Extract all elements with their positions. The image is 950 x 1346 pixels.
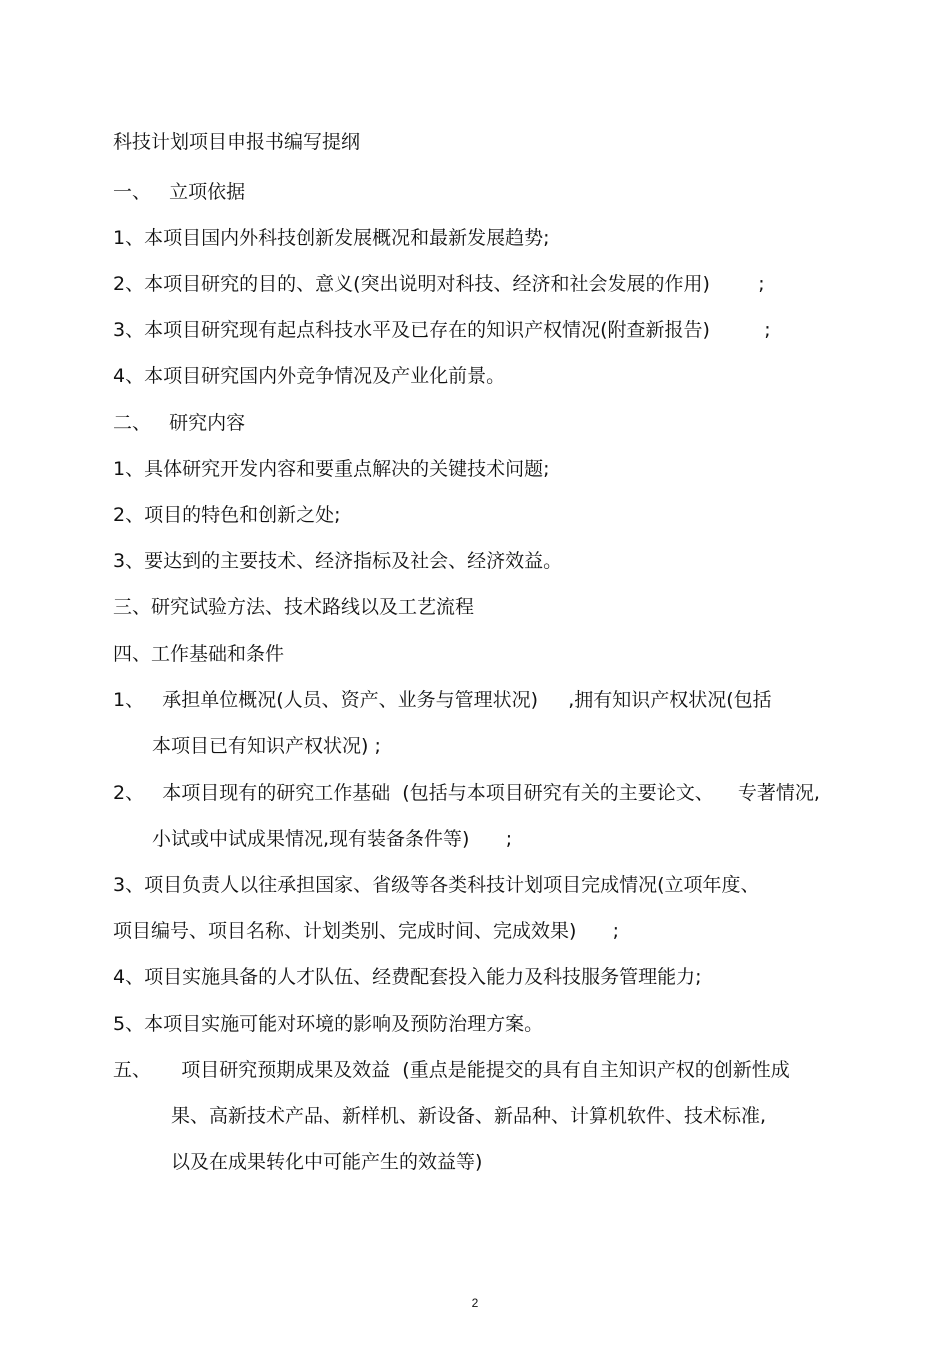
section-2-item-2: 2、项目的特色和创新之处; bbox=[113, 504, 341, 526]
section-5-line-2: 果、高新技术产品、新样机、新设备、新品种、计算机软件、技术标准, bbox=[171, 1105, 767, 1127]
section-1-item-4: 4、本项目研究国内外竞争情况及产业化前景。 bbox=[113, 365, 506, 387]
section-4-item-3-line-2: 项目编号、项目名称、计划类别、完成时间、完成效果) ; bbox=[113, 920, 620, 942]
section-3-heading: 三、研究试验方法、技术路线以及工艺流程 bbox=[113, 596, 475, 618]
document-title: 科技计划项目申报书编写提纲 bbox=[113, 131, 361, 153]
section-1-item-2: 2、本项目研究的目的、意义(突出说明对科技、经济和社会发展的作用) ; bbox=[113, 273, 765, 295]
section-4-item-1-line-1: 1、 承担单位概况(人员、资产、业务与管理状况) ,拥有知识产权状况(包括 bbox=[113, 689, 772, 711]
section-4-heading: 四、工作基础和条件 bbox=[113, 643, 285, 665]
section-5-line-3: 以及在成果转化中可能产生的效益等) bbox=[171, 1151, 483, 1173]
section-1-item-1: 1、本项目国内外科技创新发展概况和最新发展趋势; bbox=[113, 227, 550, 249]
section-4-item-5: 5、本项目实施可能对环境的影响及预防治理方案。 bbox=[113, 1013, 544, 1035]
section-4-item-2-line-1: 2、 本项目现有的研究工作基础 (包括与本项目研究有关的主要论文、 专著情况, bbox=[113, 782, 820, 804]
section-4-item-2-line-2: 小试或中试成果情况,现有装备条件等) ; bbox=[152, 828, 513, 850]
section-2-heading: 二、 研究内容 bbox=[113, 412, 246, 434]
section-4-item-3-line-1: 3、项目负责人以往承担国家、省级等各类科技计划项目完成情况(立项年度、 bbox=[113, 874, 760, 896]
section-4-item-1-line-2: 本项目已有知识产权状况) ; bbox=[152, 735, 381, 757]
section-4-item-4: 4、项目实施具备的人才队伍、经费配套投入能力及科技服务管理能力; bbox=[113, 966, 702, 988]
page-number: 2 bbox=[471, 1296, 479, 1310]
section-1-heading: 一、 立项依据 bbox=[113, 181, 246, 203]
section-2-item-3: 3、要达到的主要技术、经济指标及社会、经济效益。 bbox=[113, 550, 563, 572]
section-5-line-1: 五、 项目研究预期成果及效益 (重点是能提交的具有自主知识产权的创新性成 bbox=[113, 1059, 790, 1081]
section-2-item-1: 1、具体研究开发内容和要重点解决的关键技术问题; bbox=[113, 458, 550, 480]
section-1-item-3: 3、本项目研究现有起点科技水平及已存在的知识产权情况(附查新报告) ; bbox=[113, 319, 771, 341]
